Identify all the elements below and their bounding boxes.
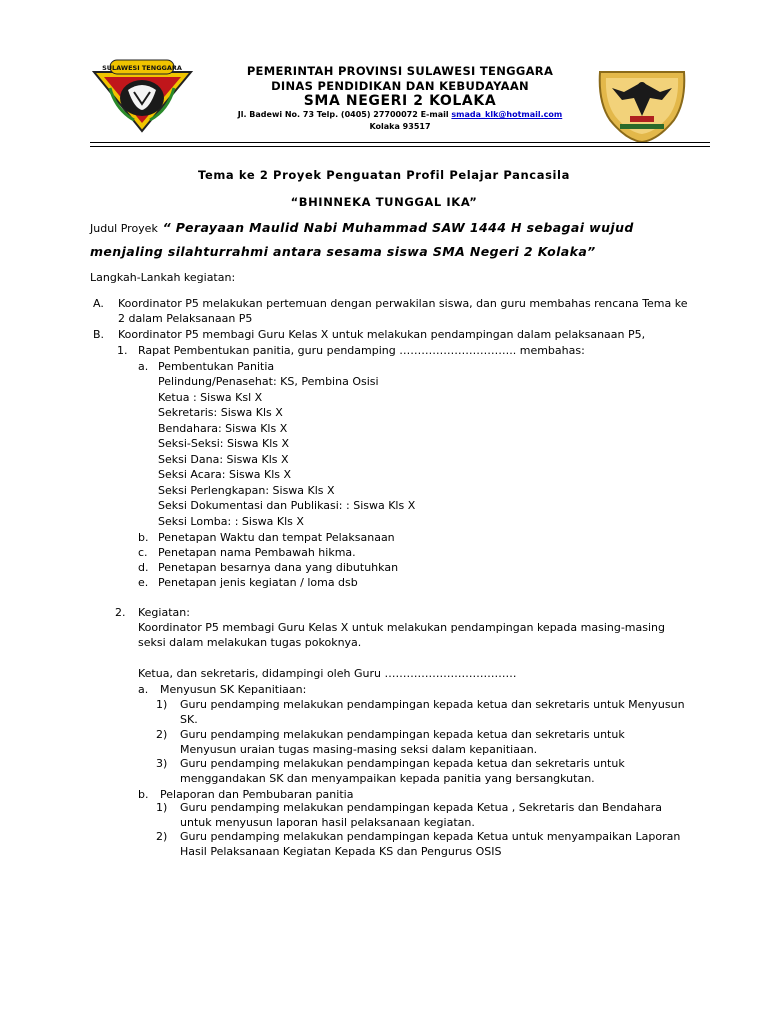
item-marker: 1)	[156, 801, 168, 814]
panitia-item: Seksi Dokumentasi dan Publikasi: : Siswa Kls X	[158, 499, 416, 512]
sub2-a1-line1: Guru pendamping melakukan pendampingan kepada ketua dan sekretaris untuk Menyusun	[180, 698, 685, 711]
header-city: Kolaka 93517	[369, 122, 431, 131]
sub2-b2-line2: Hasil Pelaksanaan Kegiatan Kepada KS dan Pengurus OSIS	[180, 845, 502, 858]
panitia-item: Bendahara: Siswa Kls X	[158, 422, 288, 435]
item-marker: 2)	[156, 830, 168, 843]
sub2-b1-line2: untuk menyusun laporan hasil pelaksanaan kegiatan.	[180, 816, 475, 829]
item-marker: 2.	[115, 606, 126, 619]
header-government: PEMERINTAH PROVINSI SULAWESI TENGGARA	[246, 64, 554, 78]
panitia-item: Seksi Dana: Siswa Kls X	[158, 453, 289, 466]
item-marker: A.	[93, 297, 104, 310]
judul-label: Judul Proyek	[90, 222, 158, 235]
sub-c-text: Penetapan nama Pembawah hikma.	[158, 546, 356, 559]
sub2-a3-line1: Guru pendamping melakukan pendampingan kepada ketua dan sekretaris untuk	[180, 757, 625, 770]
header-divider-thin	[90, 146, 710, 147]
panitia-item: Seksi Lomba: : Siswa Kls X	[158, 515, 304, 528]
panitia-item: Ketua : Siswa Ksl X	[158, 391, 263, 404]
sub2-a3-line2: menggandakan SK dan menyampaikan kepada panitia yang bersangkutan.	[180, 772, 595, 785]
panitia-item: Pelindung/Penasehat: KS, Pembina Osisi	[158, 375, 379, 388]
item-marker: 1.	[117, 344, 128, 357]
item-1-text: Rapat Pembentukan panitia, guru pendamping ………………………….. membahas:	[138, 344, 585, 357]
kolaka-regency-logo	[594, 62, 690, 144]
motto-title: “BHINNEKA TUNGGAL IKA”	[290, 195, 478, 209]
project-title-line2: menjaling silahturrahmi antara sesama siswa SMA Negeri 2 Kolaka”	[90, 244, 596, 259]
panitia-item: Sekretaris: Siswa Kls X	[158, 406, 283, 419]
item-marker: 3)	[156, 757, 168, 770]
item-b-line1: Koordinator P5 membagi Guru Kelas X untuk melakukan pendampingan dalam pelaksanaan P5,	[118, 328, 646, 341]
sulawesi-tenggara-logo	[90, 58, 195, 134]
ketua-line: Ketua, dan sekretaris, didampingi oleh Guru ………………………………	[138, 667, 517, 680]
item-marker: B.	[93, 328, 105, 341]
header-address	[200, 110, 600, 119]
header-divider-thick	[90, 142, 710, 143]
item-2-line1: Koordinator P5 membagi Guru Kelas X untuk melakukan pendampingan kepada masing-masing	[138, 621, 666, 634]
panitia-item: Seksi-Seksi: Siswa Kls X	[158, 437, 290, 450]
item-marker: 2)	[156, 728, 168, 741]
project-title-line1	[90, 220, 634, 235]
sub-b-text: Penetapan Waktu dan tempat Pelaksanaan	[158, 531, 395, 544]
item-2-line2: seksi dalam melakukan tugas pokoknya.	[138, 636, 362, 649]
panitia-item: Seksi Perlengkapan: Siswa Kls X	[158, 484, 335, 497]
item-marker: a.	[138, 683, 149, 696]
item-marker: b.	[138, 788, 149, 801]
judul-text-1: “ Perayaan Maulid Nabi Muhammad SAW 1444 H sebagai wujud	[162, 220, 634, 235]
sub2-b2-line1: Guru pendamping melakukan pendampingan kepada Ketua untuk menyampaikan Laporan	[180, 830, 681, 843]
panitia-item: Seksi Acara: Siswa Kls X	[158, 468, 292, 481]
sub-a-title: Pembentukan Panitia	[158, 360, 275, 373]
sub-d-text: Penetapan besarnya dana yang dibutuhkan	[158, 561, 399, 574]
item-2-title: Kegiatan:	[138, 606, 190, 619]
item-marker: b.	[138, 531, 149, 544]
item-a-line1: Koordinator P5 melakukan pertemuan dengan perwakilan siswa, dan guru membahas rencana Tema ke	[118, 297, 688, 310]
item-marker: c.	[138, 546, 148, 559]
header-school-name: SMA NEGERI 2 KOLAKA	[303, 93, 497, 109]
sub2-a2-line1: Guru pendamping melakukan pendampingan kepada ketua dan sekretaris untuk	[180, 728, 625, 741]
sub2-a2-line2: Menyusun uraian tugas masing-masing seksi dalam kepanitiaan.	[180, 743, 538, 756]
item-marker: a.	[138, 360, 149, 373]
item-marker: e.	[138, 576, 149, 589]
sub-e-text: Penetapan jenis kegiatan / loma dsb	[158, 576, 358, 589]
header-department: DINAS PENDIDIKAN DAN KEBUDAYAAN	[271, 79, 529, 93]
address-text: Jl. Badewi No. 73 Telp. (0405) 27700072 E-mail	[237, 110, 449, 119]
item-marker: 1)	[156, 698, 168, 711]
sub2-b1-line1: Guru pendamping melakukan pendampingan kepada Ketua , Sekretaris dan Bendahara	[180, 801, 663, 814]
item-a-line2: 2 dalam Pelaksanaan P5	[118, 312, 253, 325]
email-link[interactable]: smada_klk@hotmail.com	[451, 110, 563, 119]
item-marker: d.	[138, 561, 149, 574]
sub2-a1-line2: SK.	[180, 713, 198, 726]
sub2-a-title: Menyusun SK Kepanitiaan:	[160, 683, 307, 696]
steps-heading: Langkah-Lankah kegiatan:	[90, 271, 236, 284]
left-logo-text: SULAWESI TENGGARA	[102, 64, 182, 72]
sub2-b-title: Pelaporan dan Pembubaran panitia	[160, 788, 354, 801]
theme-title: Tema ke 2 Proyek Penguatan Profil Pelajar Pancasila	[198, 168, 570, 182]
